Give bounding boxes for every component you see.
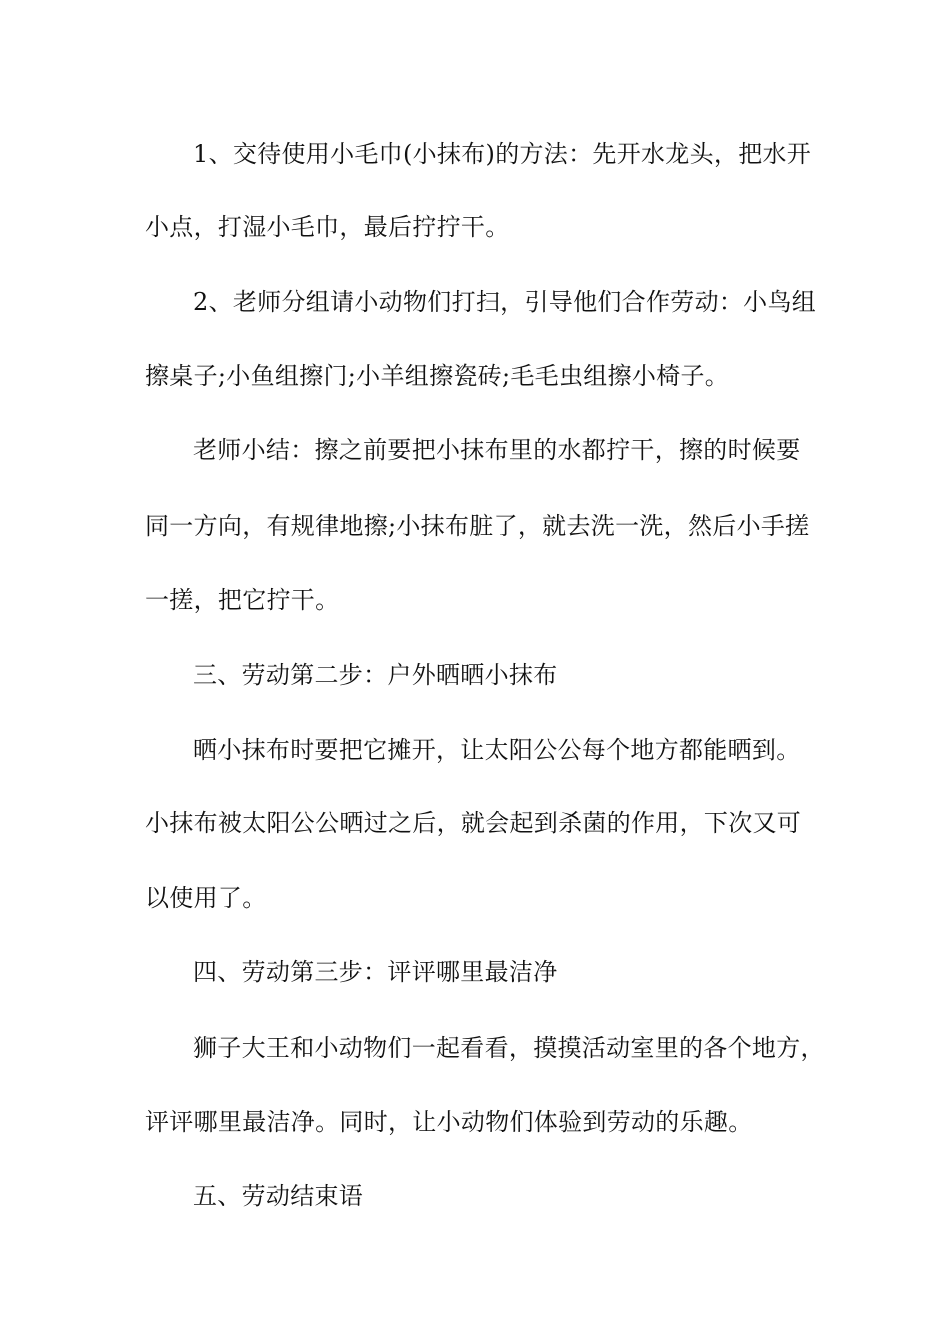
section-3-heading: 三、劳动第二步：户外晒晒小抹布	[193, 661, 558, 689]
section-3-line-3: 以使用了。	[145, 884, 267, 912]
summary-line-1: 老师小结：擦之前要把小抹布里的水都拧干，擦的时候要	[193, 436, 801, 464]
section-3-line-2: 小抹布被太阳公公晒过之后，就会起到杀菌的作用，下次又可	[145, 809, 802, 837]
section-3-line-1: 晒小抹布时要把它摊开，让太阳公公每个地方都能晒到。	[193, 736, 801, 764]
section-5-heading: 五、劳动结束语	[193, 1182, 364, 1210]
section-4-line-1: 狮子大王和小动物们一起看看，摸摸活动室里的各个地方，	[193, 1034, 825, 1062]
step-1-line-2: 小点，打湿小毛巾，最后拧拧干。	[145, 213, 510, 241]
section-4-line-2: 评评哪里最洁净。同时，让小动物们体验到劳动的乐趣。	[145, 1108, 753, 1136]
summary-line-2: 同一方向，有规律地擦;小抹布脏了，就去洗一洗，然后小手搓	[145, 512, 810, 540]
step-2-line-2: 擦桌子;小鱼组擦门;小羊组擦瓷砖;毛毛虫组擦小椅子。	[145, 362, 730, 390]
section-4-heading: 四、劳动第三步：评评哪里最洁净	[193, 958, 558, 986]
step-1-line-1: 1、交待使用小毛巾(小抹布)的方法：先开水龙头，把水开	[193, 140, 812, 168]
summary-line-3: 一搓，把它拧干。	[145, 586, 340, 614]
step-2-line-1: 2、老师分组请小动物们打扫，引导他们合作劳动：小鸟组	[193, 288, 817, 316]
